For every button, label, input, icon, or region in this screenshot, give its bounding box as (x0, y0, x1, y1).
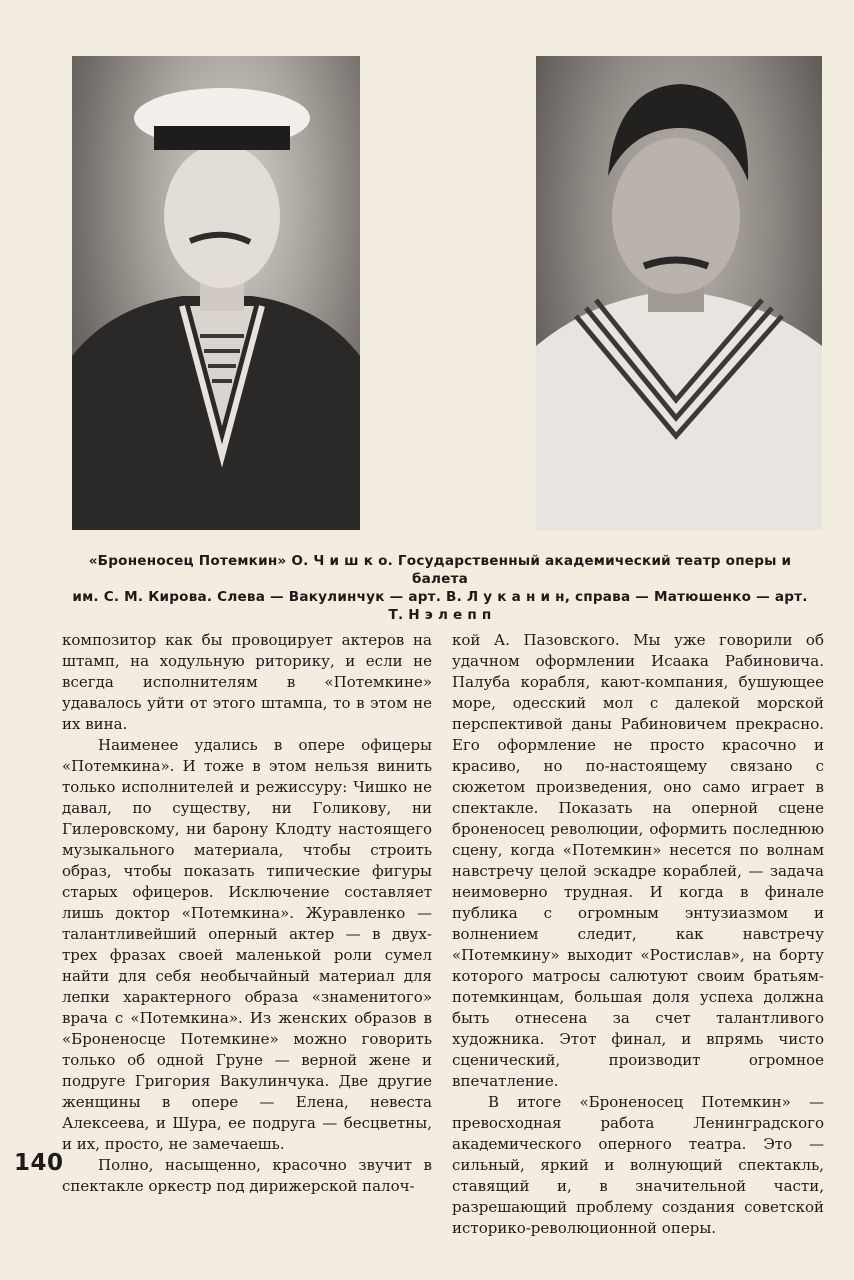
photo-caption (60, 552, 820, 624)
caption-line-2: им. С. М. Кирова. Слева — Вакулинчук — арт. В. Л у к а н и н, справа — Матюшенко — арт. (72, 589, 808, 605)
paragraph: В итоге «Броненосец Потемкин» — превосходная работа Ленинградского академического оперного театра. Это — сильный, яркий и волнующий спектакль, ставящий и, в значительной части, разрешающий проблему создания советской историко-революционной оперы. (452, 1093, 824, 1237)
page-number: 140 (14, 1150, 64, 1176)
paragraph: Полно, насыщенно, красочно звучит в спектакле оркестр под дирижерской палоч- (62, 1156, 432, 1195)
caption-line-1: «Броненосец Потемкин» О. Ч и ш к о. Государственный академический театр оперы и балета (88, 553, 792, 587)
paragraph: Наименее удались в опере офицеры «Потемкина». И тоже в этом нельзя винить только исполнителей и режиссуру: Чишко не давал, по существу, ни Голикову, ни Гилеровскому, ни барону Клодту настоящего музыкального материала, чтобы строить образ, чтобы показать типические фигуры старых офицеров. Исключение составляет лишь доктор «Потемкина». Журавленко — талантливейший оперный актер — в двух-трех фразах своей маленькой роли сумел найти для себя необычайный материал для лепки характерного образа «знаменитого» врача с «Потемкина». Из женских образов в «Броненосце Потемкине» можно говорить только об одной Груне — верной жене и подруге Григория Вакулинчука. Две другие женщины в опере — Елена, невеста Алексеева, и Шура, ее подруга — бесцветны, и их, просто, не замечаешь. (62, 736, 432, 1153)
text-column-left (62, 630, 432, 1197)
caption-line-3: Т. Н э л е п п (388, 607, 492, 623)
sailor-portrait-right (536, 56, 822, 530)
paragraph: композитор как бы провоцирует актеров на штамп, на ходульную риторику, и если не всегда исполнителям в «Потемкине» удавалось уйти от этого штампа, то в этом не их вина. (62, 631, 432, 733)
text-column-right (452, 630, 824, 1239)
paragraph: кой А. Пазовского. Мы уже говорили об удачном оформлении Исаака Рабиновича. Палуба корабля, кают-компания, бушующее море, одесский мол с далекой морской перспективой даны Рабиновичем прекрасно. Его оформление не просто красочно и красиво, но по-настоящему связано с сюжетом произведения, оно само играет в спектакле. Показать на оперной сцене броненосец революции, оформить последнюю сцену, когда «Потемкин» несется по волнам навстречу целой эскадре кораблей, — задача неимоверно трудная. И когда в финале публика с огромным энтузиазмом и волнением следит, как навстречу «Потемкину» выходит «Ростислав», на борту которого матросы салютуют своим братьям-потемкинцам, большая доля успеха должна быть отнесена за счет талантливого художника. Этот финал, и впрямь чисто сценический, производит огромное впечатление. (452, 631, 824, 1090)
photo-vakulinchuk (72, 56, 360, 530)
photo-matyushenko (536, 56, 822, 530)
sailor-portrait-left (72, 56, 360, 530)
